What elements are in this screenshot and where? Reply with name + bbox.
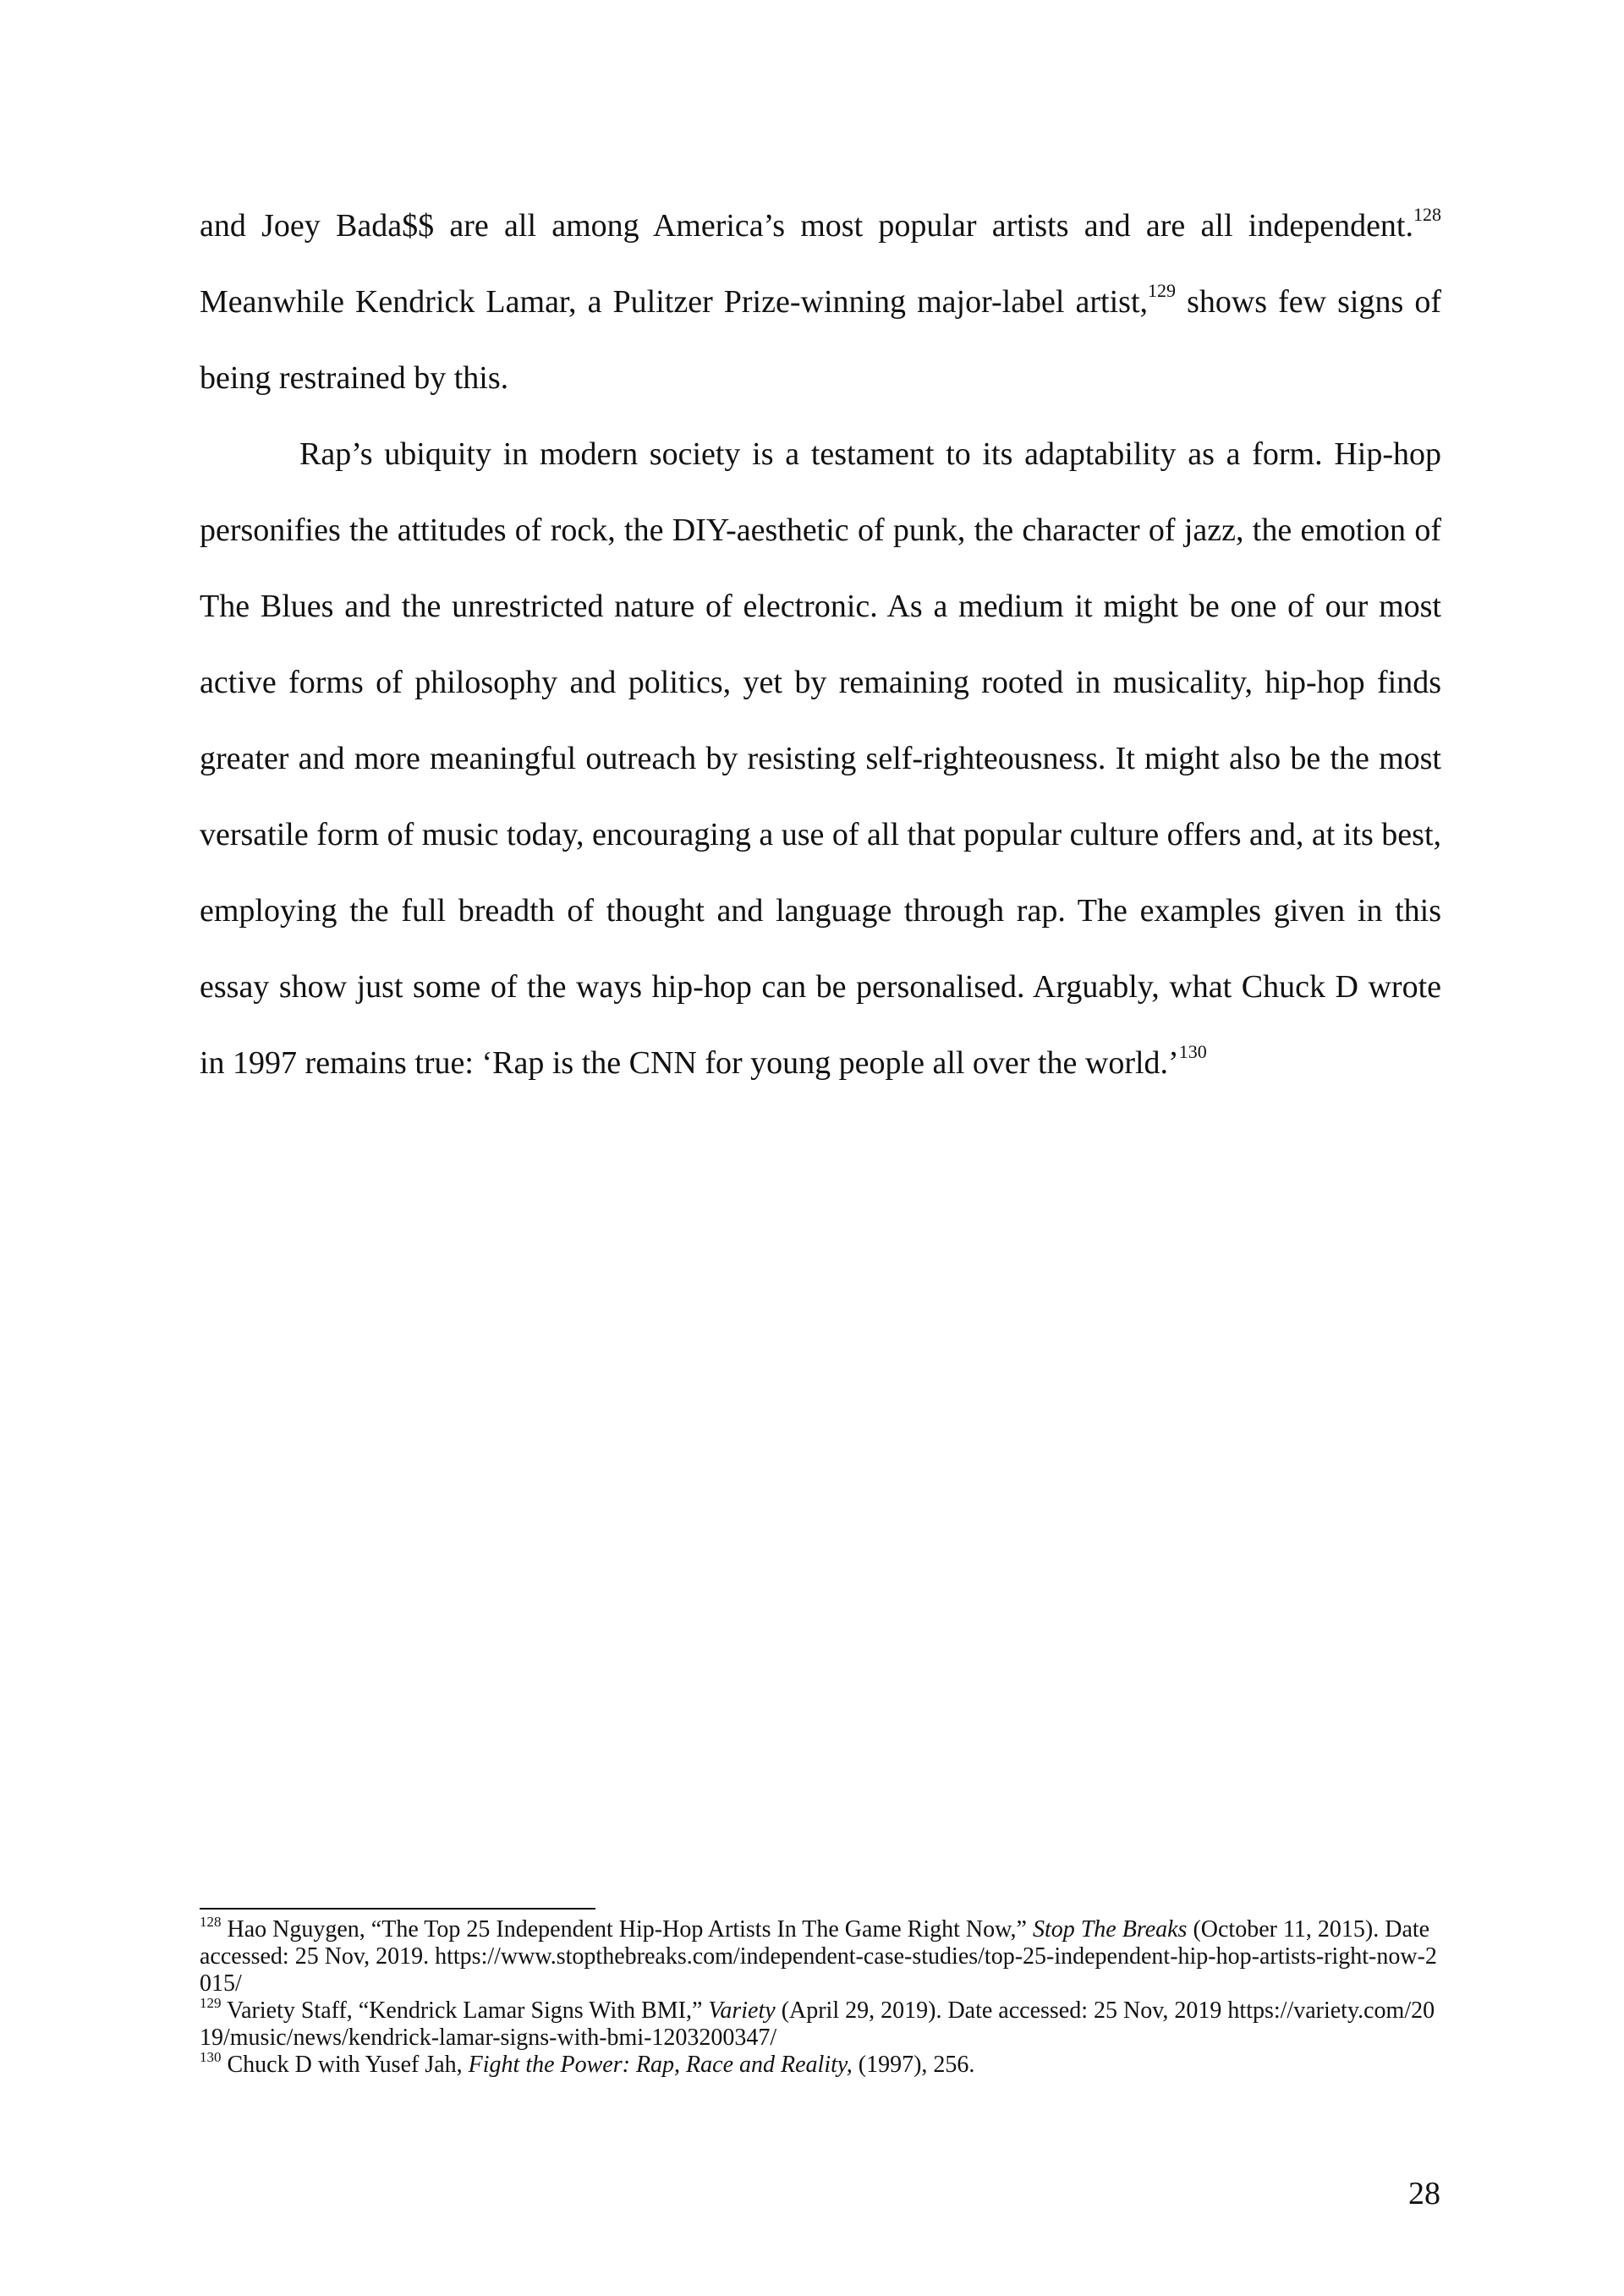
footnote-text: Hao Nguygen, “The Top 25 Independent Hip-Hop Artists In The Game Right Now,” [221,1916,1033,1943]
footnote-130 [200,2049,1441,2079]
footnote-ref-128[interactable]: 128 [1413,204,1441,225]
footnote-text: Chuck D with Yusef Jah, [221,2052,469,2078]
paragraph-1-text-a: and Joey Bada$$ are all among America’s most popular artists and are all independent. [200,208,1413,244]
footnote-ref-130[interactable]: 130 [1178,1041,1207,1062]
footnote-number: 130 [200,2049,222,2065]
footnote-text: (April 29, 2019). Date accessed: 25 Nov, 2019 https://variety.com/2019/music/news/kendrick-lamar-signs-with-bmi-1203200347/ [200,1997,1435,2051]
footnote-text: (October 11, 2015). Date accessed: 25 Nov, 2019. https://www.stopthebreaks.com/independent-case-studies/top-25-independent-hip-hop-artists-right-now-2015/ [200,1916,1437,1997]
paragraph-1-text-c: shows few signs of being restrained by this. [200,284,1441,396]
footnote-italic-title: Stop The Breaks [1032,1916,1188,1943]
footnote-ref-129[interactable]: 129 [1148,280,1177,301]
page-number: 28 [1408,2176,1440,2211]
footnote-italic-title: Fight the Power: Rap, Race and Reality, [468,2052,853,2078]
body-text [200,188,1441,1101]
footnote-129 [200,1997,1441,2052]
paragraph-1 [200,188,1441,416]
paragraph-2-text: Rap’s ubiquity in modern society is a testament to its adaptability as a form. Hip-hop personifies the attitudes of rock, the DIY-aesthetic of punk, the character of jazz, the emotion of The Blues and the unrestricted nature of electronic. As a medium it might be one of our most active forms of philosophy and politics, yet by remaining rooted in musicality, hip-hop finds greater and more meaningful outreach by resisting self-righteousness. It might also be the most versatile form of music today, encouraging a use of all that popular culture offers and, at its best, employing the full breadth of thought and language through rap. The examples given in this essay show just some of the ways hip-hop can be personalised. Arguably, what Chuck D wrote in 1997 remains true: ‘Rap is the CNN for young people all over the world.’ [200,436,1441,1081]
paragraph-2 [200,416,1441,1101]
footnote-number: 129 [200,1995,222,2011]
footnote-text: Variety Staff, “Kendrick Lamar Signs With BMI,” [221,1997,709,2024]
paragraph-1-text-b: Meanwhile Kendrick Lamar, a Pulitzer Prize-winning major-label artist, [200,284,1149,320]
footnotes [200,1916,1441,2079]
footnote-number: 128 [200,1914,222,1930]
footnote-italic-title: Variety [708,1997,776,2024]
footnote-128 [200,1916,1441,1997]
footnote-separator [200,1908,595,1910]
footnote-text: (1997), 256. [852,2052,975,2078]
